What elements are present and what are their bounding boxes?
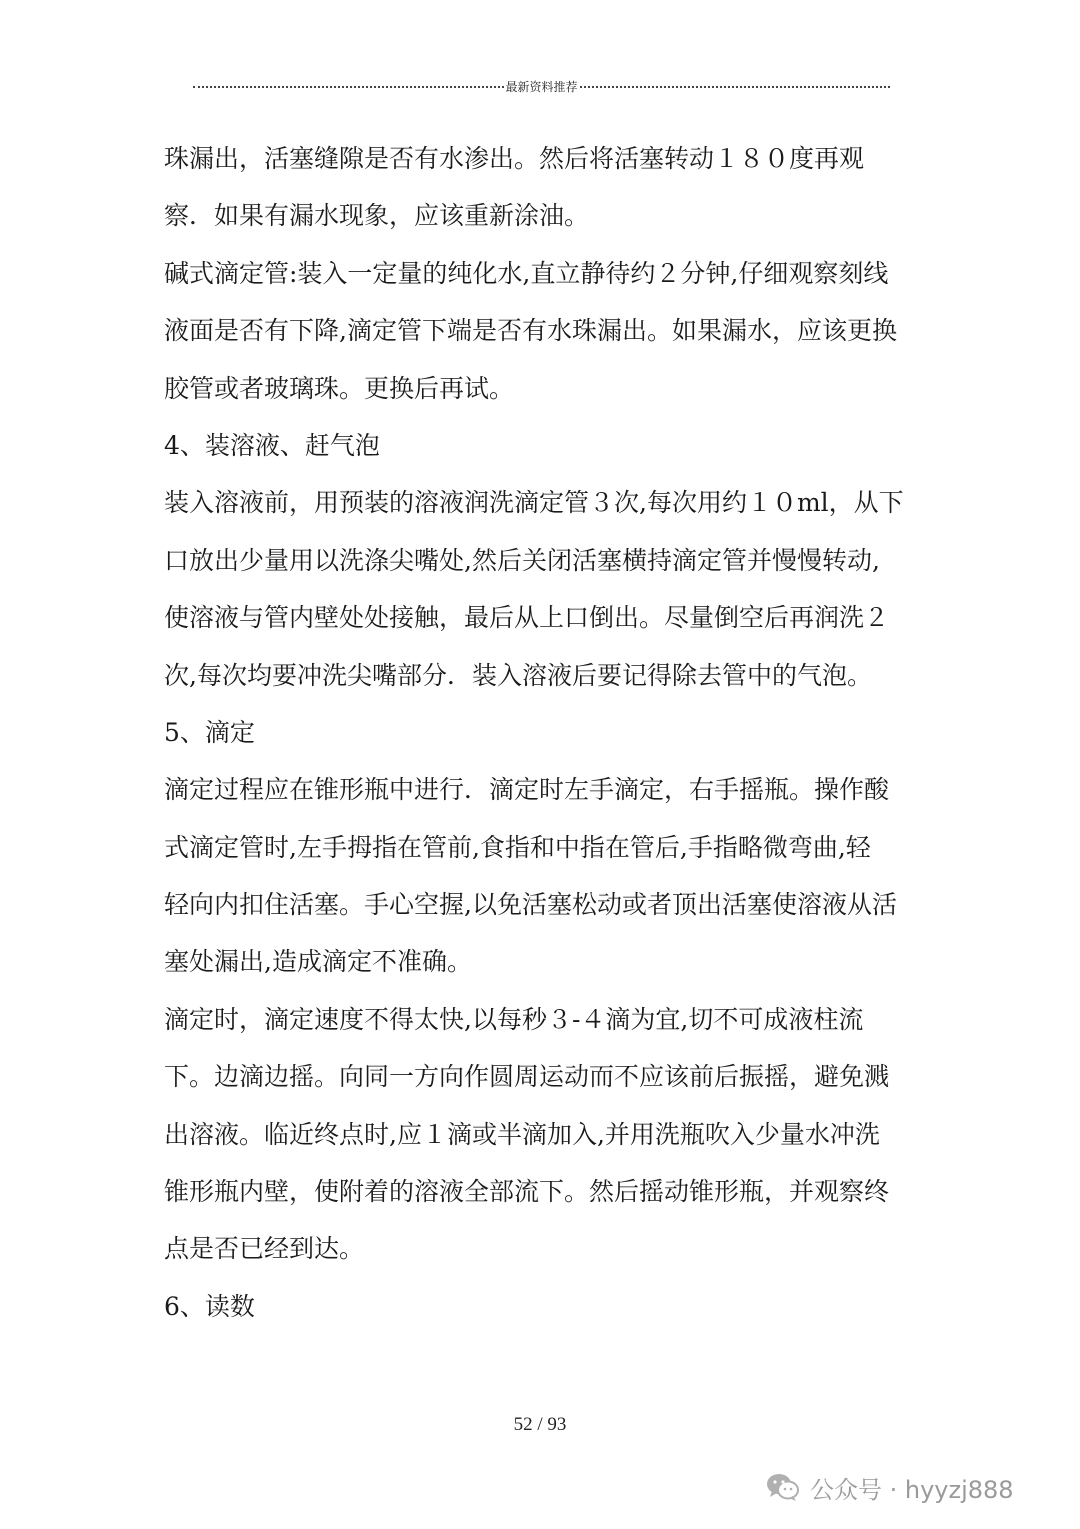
document-body [164, 130, 924, 1335]
header-title: 最新资料推荐 [505, 79, 578, 94]
header-dotted-rule-right [580, 86, 891, 88]
body-line: 滴定过程应在锥形瓶中进行．滴定时左手滴定，右手摇瓶。操作酸 [164, 775, 890, 805]
body-line: 使溶液与管内壁处处接触，最后从上口倒出。尽量倒空后再润洗２ [164, 603, 890, 633]
body-line: 出溶液。临近终点时,应１滴或半滴加入,并用洗瓶吹入少量水冲洗 [164, 1119, 880, 1149]
body-line: 锥形瓶内壁，使附着的溶液全部流下。然后摇动锥形瓶，并观察终 [164, 1177, 890, 1207]
header-dotted-rule-left [193, 86, 504, 88]
body-line: 口放出少量用以洗涤尖嘴处,然后关闭活塞横持滴定管并慢慢转动, [164, 545, 880, 575]
body-line: 次,每次均要冲洗尖嘴部分．装入溶液后要记得除去管中的气泡。 [164, 660, 872, 690]
body-line: 塞处漏出,造成滴定不准确。 [164, 947, 472, 977]
body-line: 察．如果有漏水现象，应该重新涂油。 [164, 201, 590, 231]
body-line: 式滴定管时,左手拇指在管前,食指和中指在管后,手指略微弯曲,轻 [164, 832, 871, 862]
body-line: 下。边滴边摇。向同一方向作圆周运动而不应该前后振摇，避免溅 [164, 1062, 890, 1092]
wechat-icon [766, 1472, 800, 1502]
section-heading: 5、滴定 [164, 717, 255, 747]
body-line: 装入溶液前，用预装的溶液润洗滴定管３次,每次用约１０ml，从下 [164, 488, 904, 518]
body-line: 碱式滴定管:装入一定量的纯化水,直立静待约２分钟,仔细观察刻线 [164, 258, 889, 288]
page-header [193, 76, 890, 96]
section-heading: 4、装溶液、赶气泡 [164, 430, 380, 460]
section-heading: 6、读数 [164, 1291, 255, 1321]
body-line: 点是否已经到达。 [164, 1234, 365, 1264]
body-line: 液面是否有下降,滴定管下端是否有水珠漏出。如果漏水，应该更换 [164, 316, 897, 346]
body-line: 滴定时，滴定速度不得太快,以每秒３-４滴为宜,切不可成液柱流 [164, 1004, 864, 1034]
body-line: 轻向内扣住活塞。手心空握,以免活塞松动或者顶出活塞使溶液从活 [164, 890, 897, 920]
watermark-text: 公众号 · hyyzj888 [810, 1475, 1014, 1504]
body-line: 胶管或者玻璃珠。更换后再试。 [164, 373, 515, 403]
page-number: 52 / 93 [513, 1414, 567, 1435]
wechat-watermark [766, 1465, 1014, 1509]
body-line: 珠漏出，活塞缝隙是否有水渗出。然后将活塞转动１８０度再观 [164, 144, 865, 173]
